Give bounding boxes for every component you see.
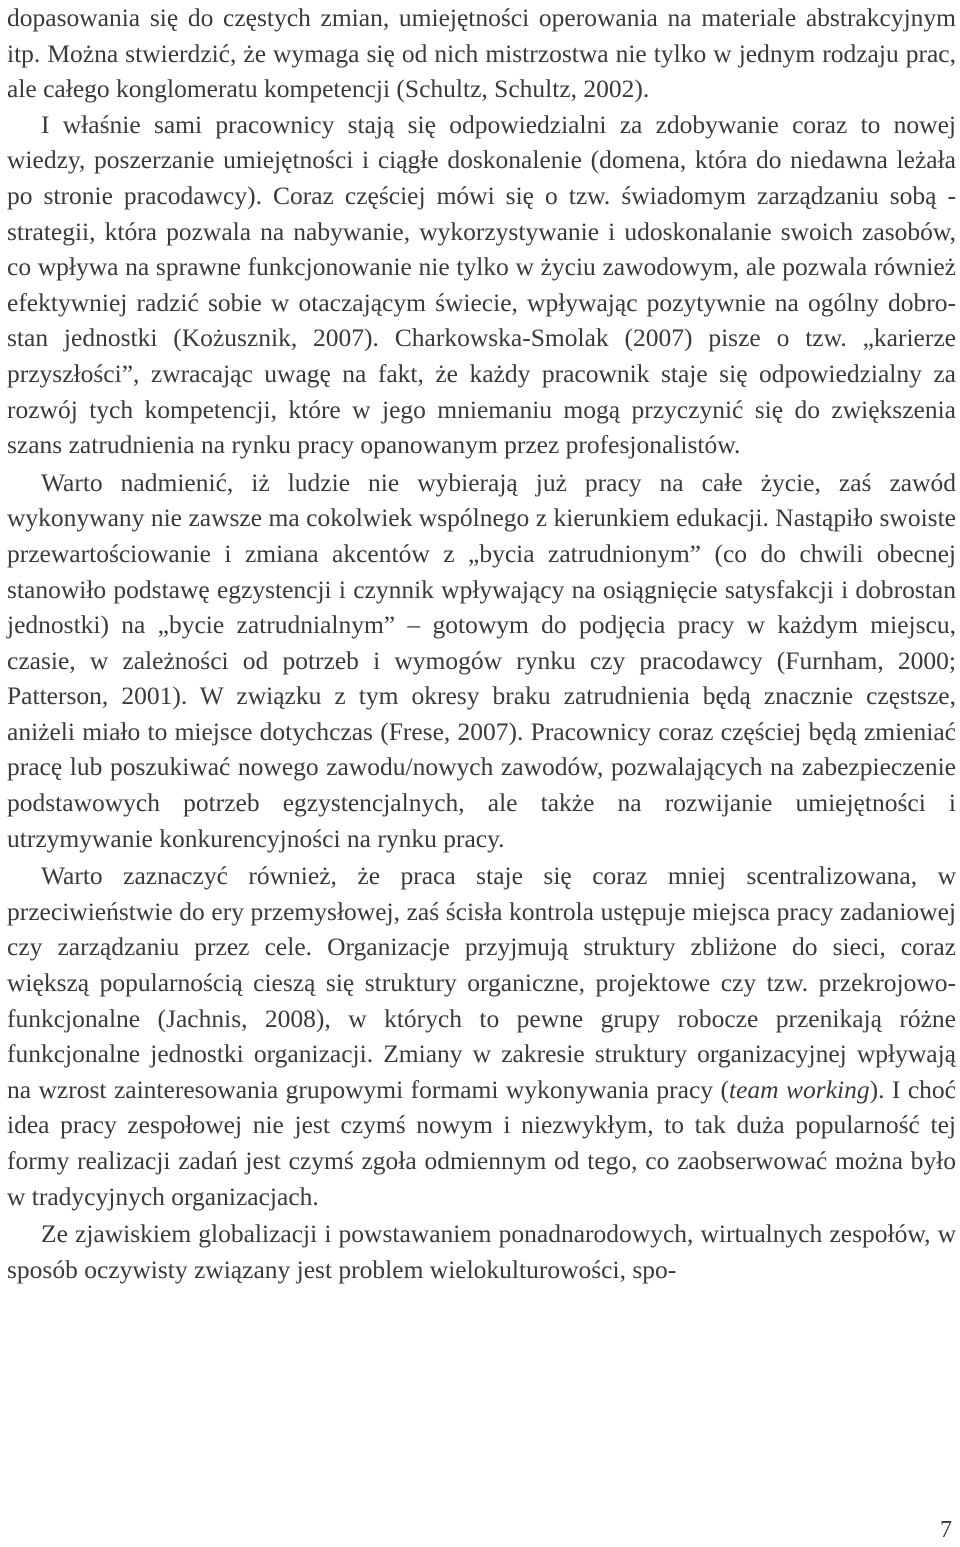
paragraph-text-part: Warto zaznaczyć również, że praca staje się coraz mniej scentralizowana, w przeciwieństwie do ery przemysłowej, zaś ścisła kontrola ustępuje miejsca pracy zadaniowej czy zarządzaniu przez cele. Organizacje przyjmują struktury zbliżone do sieci, coraz większą popularnością cieszą się struktury organiczne, projektowe czy tzw. przekrojowo-funkcjonalne (Jachnis, 2008), w których to pewne grupy robocze przenikają różne funkcjonalne jednostki organizacji. Zmiany w zakresie struktury organizacyjnej wpływają na wzrost zainteresowania grupowymi formami wykonywania pracy (: [7, 861, 956, 1104]
paragraph-continuation: dopasowania się do częstych zmian, umiejętności operowania na materiale abstrakcyjnym itp. Można stwierdzić, że wymaga się od nich mistrzostwa nie tylko w jednym rodzaju prac, ale całego konglomeratu kompetencji (Schultz, Schultz, 2002).: [7, 3, 956, 104]
paragraph-organization-structure: [7, 858, 956, 1214]
document-body: [7, 0, 956, 1287]
italic-term: team working: [729, 1074, 870, 1104]
paragraph-text-part: ). I choć idea pracy zespołowej nie jest czymś nowym i niezwykłym, to tak duża popularność tej formy realizacji zadań jest czymś zgoła odmiennym od tego, co zaobserwować można było w tradycyjnych organizacjach.: [7, 1074, 957, 1211]
paragraph-employability: Warto nadmienić, iż ludzie nie wybierają już pracy na całe życie, zaś zawód wykonywany nie zawsze ma cokolwiek wspólnego z kierunkiem edukacji. Nastąpiło swoiste przewartościowanie i zmiana akcentów z „bycia zatrudnionym” (co do chwili obecnej stanowiło podstawę egzystencji i czynnik wpływający na osiągnięcie satysfakcji i dobrostan jednostki) na „bycie zatrudnialnym” – gotowym do podjęcia pracy w każdym miejscu, czasie, w zależności od potrzeb i wymogów rynku czy pracodawcy (Furnham, 2000; Patterson, 2001). W związku z tym okresy braku zatrudnienia będą znacznie częstsze, aniżeli miało to miejsce dotychczas (Frese, 2007). Pracownicy coraz częściej będą zmieniać pracę lub poszukiwać nowego zawodu/nowych zawodów, pozwalających na zabezpieczenie podstawowych potrzeb egzystencjalnych, ale także na rozwijanie umiejętności i utrzymywanie konkurencyjności na rynku pracy.: [7, 467, 956, 853]
page-number: 7: [940, 1517, 952, 1543]
paragraph-self-management: I właśnie sami pracownicy stają się odpowiedzialni za zdobywanie coraz to nowej wiedzy, poszerzanie umiejętności i ciągłe doskonalenie (domena, która do niedawna leżała po stronie pracodawcy). Coraz częściej mówi się o tzw. świadomym zarządzaniu sobą - strategii, która pozwala na nabywanie, wykorzystywanie i udoskonalanie swoich zasobów, co wpływa na sprawne funkcjonowanie nie tylko w życiu zawodowym, ale pozwala również efektywniej radzić sobie w otaczającym świecie, wpływając pozytywnie na ogólny dobrostan jednostki (Kożusznik, 2007). Charkowska-Smolak (2007) pisze o tzw. „karierze przyszłości”, zwracając uwagę na fakt, że każdy pracownik staje się odpowiedzialny za rozwój tych kompetencji, które w jego mniemaniu mogą przyczynić się do zwiększenia szans zatrudnienia na rynku pracy opanowanym przez profesjonalistów.: [7, 109, 956, 460]
paragraph-globalization: Ze zjawiskiem globalizacji i powstawaniem ponadnarodowych, wirtualnych zespołów, w sposób oczywisty związany jest problem wielokulturowości, spo-: [7, 1219, 956, 1284]
